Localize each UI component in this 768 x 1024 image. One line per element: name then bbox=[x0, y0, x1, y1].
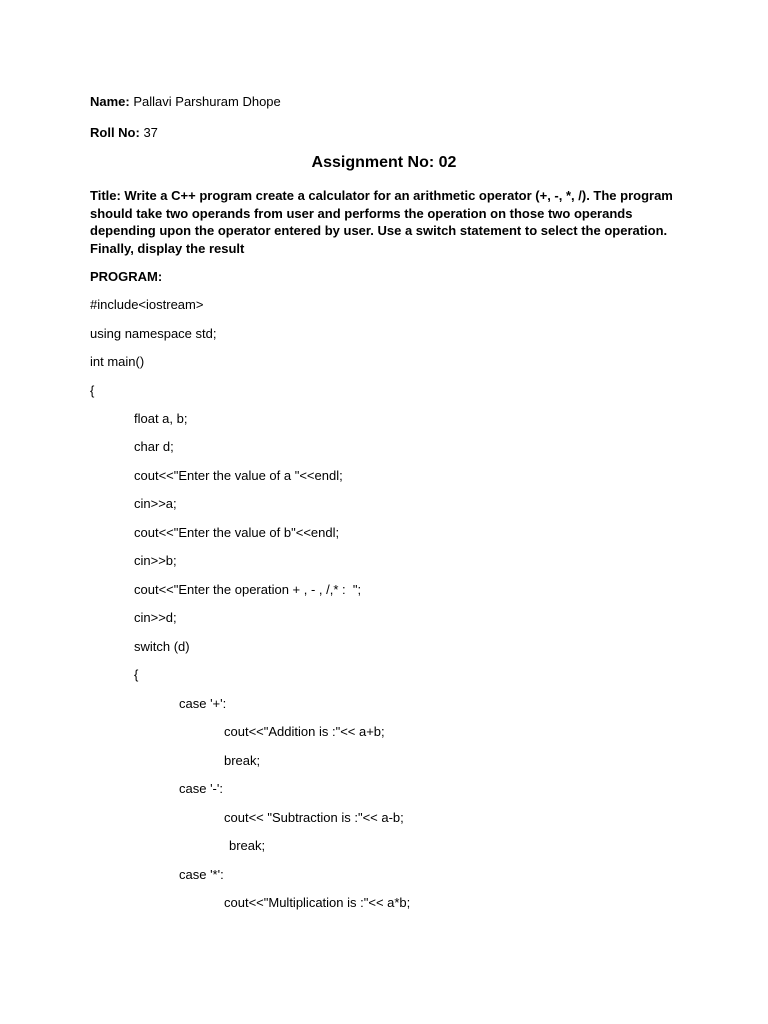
code-line: cout<<"Enter the operation + , - , /,* : "; bbox=[134, 582, 362, 597]
code-line: { bbox=[134, 667, 139, 682]
code-line: using namespace std; bbox=[90, 326, 217, 341]
code-line: cout<<"Addition is :"<< a+b; bbox=[224, 724, 385, 739]
name-value: Pallavi Parshuram Dhope bbox=[129, 94, 281, 109]
code-line: cin>>b; bbox=[134, 553, 177, 568]
code-line: { bbox=[90, 383, 95, 398]
title-paragraph: Title: Write a C++ program create a calculator for an arithmetic operator (+, -, *, /). The program should take two operands from user and performs the operation on those two operands depending upon the operator entered by user. Use a switch statement to select the operation. Finally, display the result bbox=[90, 188, 673, 256]
code-line: #include<iostream> bbox=[90, 297, 204, 312]
code-line: float a, b; bbox=[134, 411, 188, 426]
code-line: case '-': bbox=[179, 781, 223, 796]
code-line: break; bbox=[229, 838, 266, 853]
roll-line bbox=[90, 125, 158, 141]
code-line: case '+': bbox=[179, 696, 227, 711]
code-line: cin>>d; bbox=[134, 610, 177, 625]
code-line: cout<<"Enter the value of b"<<endl; bbox=[134, 525, 340, 540]
roll-value: 37 bbox=[139, 125, 158, 140]
program-heading: PROGRAM: bbox=[90, 269, 163, 284]
code-line: cin>>a; bbox=[134, 496, 177, 511]
code-line: cout<<"Multiplication is :"<< a*b; bbox=[224, 895, 411, 910]
name-label: Name: bbox=[90, 94, 130, 109]
assignment-title: Assignment No: 02 bbox=[311, 154, 457, 171]
code-line: char d; bbox=[134, 439, 174, 454]
code-line: int main() bbox=[90, 354, 145, 369]
code-line: switch (d) bbox=[134, 639, 190, 654]
name-line bbox=[90, 94, 281, 110]
roll-label: Roll No: bbox=[90, 125, 140, 140]
code-line: break; bbox=[224, 753, 261, 768]
code-line: cout<< "Subtraction is :"<< a-b; bbox=[224, 810, 404, 825]
code-line: case '*': bbox=[179, 867, 224, 882]
code-line: cout<<"Enter the value of a "<<endl; bbox=[134, 468, 343, 483]
